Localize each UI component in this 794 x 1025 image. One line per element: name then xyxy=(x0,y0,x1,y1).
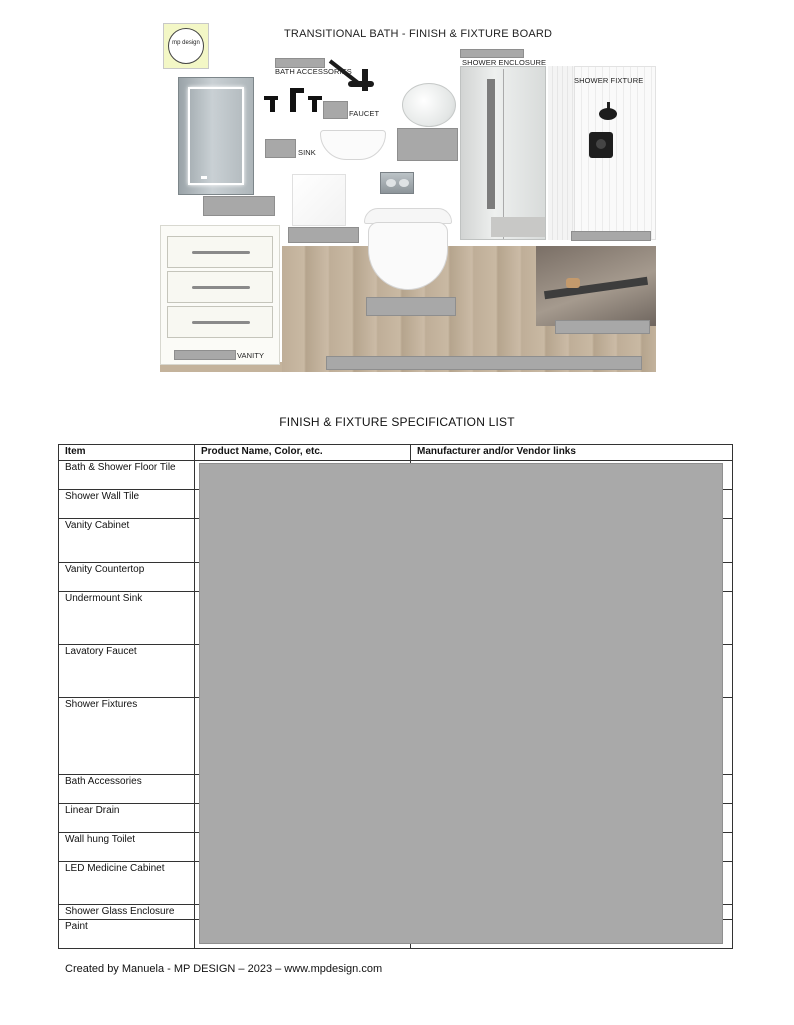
label-vanity: VANITY xyxy=(237,351,265,360)
label-shower-enclosure: SHOWER ENCLOSURE xyxy=(462,58,547,67)
redacted-label xyxy=(555,320,650,334)
redacted-label xyxy=(326,356,642,370)
redacted-label xyxy=(397,128,458,161)
redacted-label xyxy=(460,49,524,58)
item-cell: Bath & Shower Floor Tile xyxy=(59,461,195,490)
redacted-label xyxy=(203,196,275,216)
redacted-label xyxy=(366,297,456,316)
item-cell: Vanity Countertop xyxy=(59,563,195,592)
footer-credit: Created by Manuela - MP DESIGN – 2023 – www.mpdesign.com xyxy=(65,963,383,975)
countertop-sample-image xyxy=(292,174,346,226)
redacted-label xyxy=(288,227,359,243)
linear-drain-image xyxy=(536,246,656,326)
item-cell: Vanity Cabinet xyxy=(59,519,195,563)
item-cell: Lavatory Faucet xyxy=(59,645,195,698)
redacted-label xyxy=(571,231,651,241)
redacted-spec-details xyxy=(199,463,723,944)
item-cell: Shower Fixtures xyxy=(59,698,195,775)
column-header: Product Name, Color, etc. xyxy=(195,445,411,461)
item-cell: Paint xyxy=(59,920,195,949)
shower-enclosure-image xyxy=(460,66,546,240)
shower-fixture-tile-background xyxy=(574,66,656,240)
redacted-label xyxy=(265,139,296,158)
faucet-image xyxy=(264,86,324,114)
table-header-row xyxy=(59,445,733,461)
item-cell: Shower Wall Tile xyxy=(59,490,195,519)
vanity-cabinet-image xyxy=(160,225,280,365)
column-header: Manufacturer and/or Vendor links xyxy=(411,445,733,461)
label-bath-accessories: BATH ACCESSORIES xyxy=(275,67,352,76)
item-cell: LED Medicine Cabinet xyxy=(59,862,195,905)
label-shower-fixture: SHOWER FIXTURE xyxy=(574,76,644,85)
label-faucet: FAUCET xyxy=(349,109,380,118)
item-cell: Shower Glass Enclosure xyxy=(59,905,195,920)
mp-design-logo xyxy=(163,23,209,69)
wall-hung-toilet-image xyxy=(364,208,452,294)
flush-plate-image xyxy=(380,172,414,194)
item-cell: Wall hung Toilet xyxy=(59,833,195,862)
led-medicine-cabinet-image xyxy=(178,77,254,195)
finish-fixture-board xyxy=(0,0,794,380)
logo-text: mp design xyxy=(172,40,200,46)
item-cell: Bath Accessories xyxy=(59,775,195,804)
shower-wall-tile-image xyxy=(548,66,574,240)
round-sample-image xyxy=(402,83,456,127)
item-cell: Linear Drain xyxy=(59,804,195,833)
shower-valve-image xyxy=(589,132,613,158)
column-header: Item xyxy=(59,445,195,461)
item-cell: Undermount Sink xyxy=(59,592,195,645)
board-title: TRANSITIONAL BATH - FINISH & FIXTURE BOARD xyxy=(284,28,553,40)
undermount-sink-image xyxy=(320,130,386,160)
redacted-label xyxy=(323,101,348,119)
showerhead-image xyxy=(597,102,619,120)
label-sink: SINK xyxy=(298,148,316,157)
spec-list-title: FINISH & FIXTURE SPECIFICATION LIST xyxy=(279,415,515,429)
redacted-label xyxy=(174,350,236,360)
